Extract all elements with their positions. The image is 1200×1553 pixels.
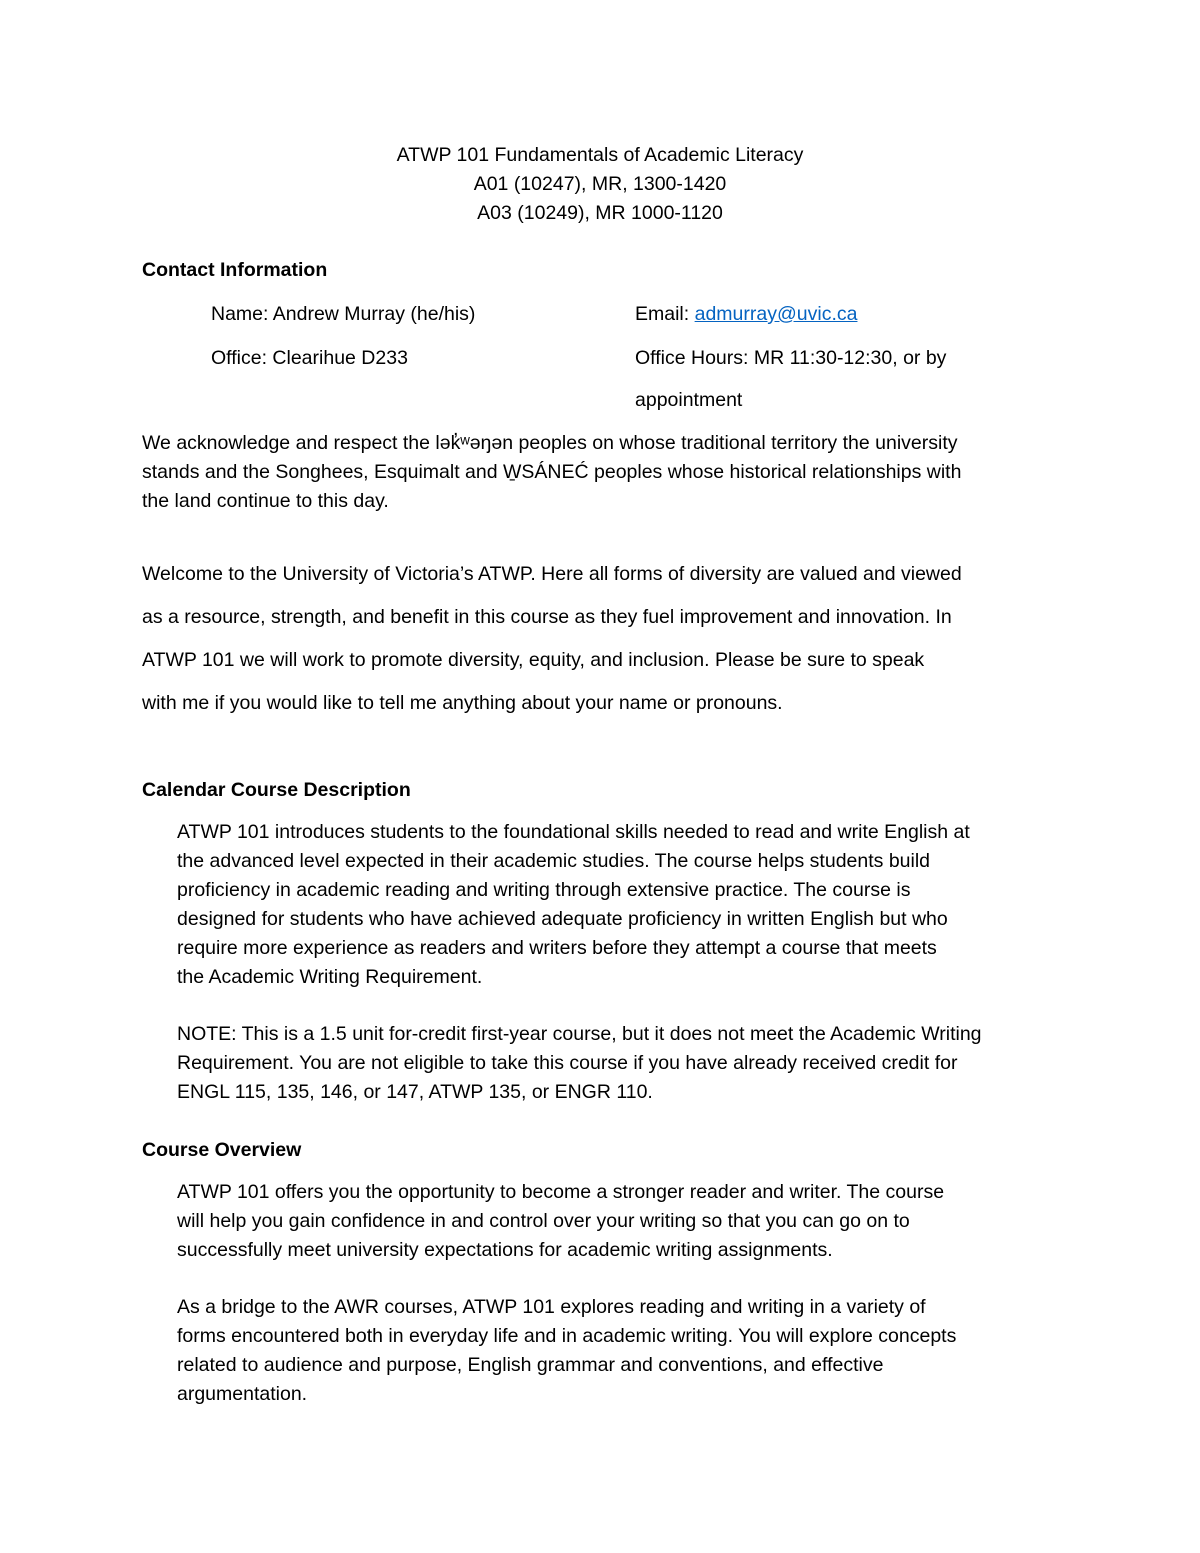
office-hours-line2: appointment: [635, 389, 743, 411]
welcome-line3: ATWP 101 we will work to promote diversity, equity, and inclusion. Please be sure to speak: [142, 649, 925, 671]
office-hours-line1: Office Hours: MR 11:30-12:30, or by: [635, 347, 947, 369]
overview-p1-line: successfully meet university expectations for academic writing assignments.: [177, 1239, 833, 1261]
email-link[interactable]: admurray@uvic.ca: [694, 303, 858, 325]
overview-p1-line: ATWP 101 offers you the opportunity to become a stronger reader and writer. The course: [177, 1181, 945, 1203]
acknowledgement-line3: the land continue to this day.: [142, 490, 389, 512]
calendar-p1-line: the Academic Writing Requirement.: [177, 966, 483, 988]
email-line: [635, 305, 857, 325]
overview-heading: Course Overview: [142, 1139, 302, 1161]
welcome-line1: Welcome to the University of Victoria’s ATWP. Here all forms of diversity are valued and viewed: [142, 563, 962, 585]
calendar-note-line: Requirement. You are not eligible to take this course if you have already received credit for: [177, 1052, 958, 1074]
calendar-heading: Calendar Course Description: [142, 779, 411, 801]
acknowledgement-line2: stands and the Songhees, Esquimalt and W̱SÁNEĆ peoples whose historical relationships with: [142, 461, 962, 483]
contact-heading: Contact Information: [142, 259, 328, 281]
calendar-p1-line: the advanced level expected in their academic studies. The course helps students build: [177, 850, 931, 872]
course-title: ATWP 101 Fundamentals of Academic Literacy: [396, 144, 804, 166]
overview-p1-line: will help you gain confidence in and control over your writing so that you can go on to: [177, 1210, 910, 1232]
section-a01: A01 (10247), MR, 1300-1420: [473, 173, 727, 195]
overview-p2-line: argumentation.: [177, 1383, 308, 1405]
calendar-p1-line: ATWP 101 introduces students to the foundational skills needed to read and write English at: [177, 821, 970, 843]
calendar-p1-line: proficiency in academic reading and writing through extensive practice. The course is: [177, 879, 911, 901]
calendar-note-line: ENGL 115, 135, 146, or 147, ATWP 135, or ENGR 110.: [177, 1081, 653, 1103]
calendar-p1-line: require more experience as readers and writers before they attempt a course that meets: [177, 937, 937, 959]
calendar-p1-line: designed for students who have achieved adequate proficiency in written English but who: [177, 908, 948, 930]
email-label: Email:: [635, 303, 695, 325]
calendar-note-line: NOTE: This is a 1.5 unit for-credit first-year course, but it does not meet the Academic Writing: [177, 1023, 982, 1045]
instructor-name: Name: Andrew Murray (he/his): [211, 303, 476, 325]
acknowledgement-line1: We acknowledge and respect the lək̓ʷəŋən peoples on whose traditional territory the university: [142, 432, 958, 454]
section-a03: A03 (10249), MR 1000-1120: [477, 202, 723, 224]
welcome-line2: as a resource, strength, and benefit in this course as they fuel improvement and innovation. In: [142, 606, 952, 628]
overview-p2-line: related to audience and purpose, English grammar and conventions, and effective: [177, 1354, 884, 1376]
office-location: Office: Clearihue D233: [211, 347, 408, 369]
welcome-line4: with me if you would like to tell me anything about your name or pronouns.: [142, 692, 783, 714]
overview-p2-line: As a bridge to the AWR courses, ATWP 101 explores reading and writing in a variety of: [177, 1296, 926, 1318]
overview-p2-line: forms encountered both in everyday life and in academic writing. You will explore concepts: [177, 1325, 957, 1347]
